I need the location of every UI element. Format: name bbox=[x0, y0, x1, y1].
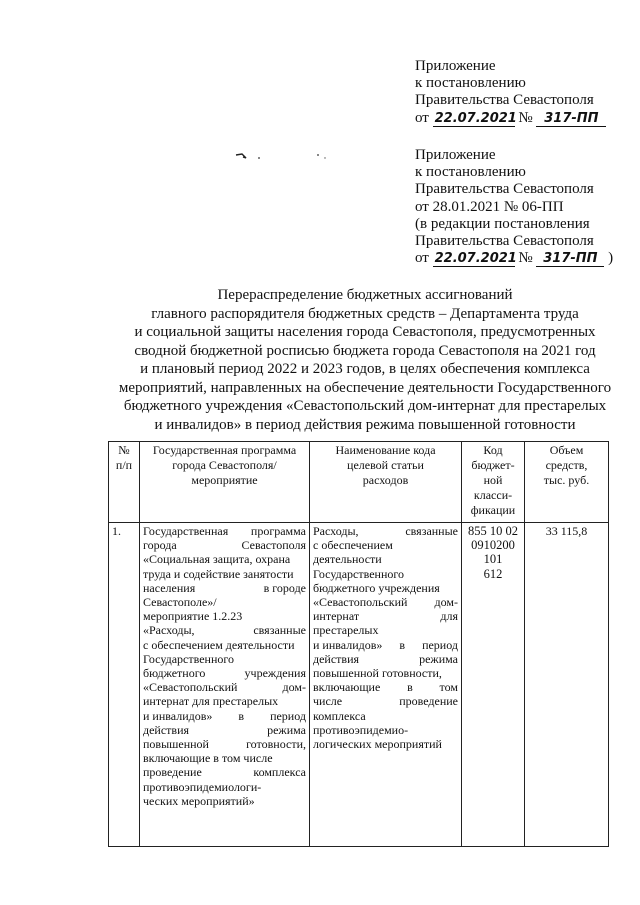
cell-line: класси- bbox=[473, 488, 513, 502]
cell-line bbox=[143, 595, 306, 609]
cell-line bbox=[313, 638, 458, 652]
cell-word: «Расходы, bbox=[143, 623, 195, 638]
handwritten-date: 22.07.2021 bbox=[434, 251, 517, 267]
appendix-line: к постановлению bbox=[415, 164, 526, 181]
cell-word: труда и содействие занятости bbox=[143, 566, 294, 581]
cell-line bbox=[313, 538, 458, 552]
cell-line bbox=[143, 694, 306, 708]
from-label: от bbox=[415, 250, 429, 267]
title-line: мероприятий, направленных на обеспечение деятельности Государственного bbox=[118, 379, 612, 396]
cell-line bbox=[313, 709, 458, 723]
cell-word: «Социальная защита, охрана bbox=[143, 552, 291, 567]
cell-line bbox=[313, 680, 458, 694]
cell-line: Государственная программа bbox=[152, 443, 297, 457]
title-line: и социальной защиты населения города Севастополя, предусмотренных bbox=[134, 324, 596, 340]
cell-line bbox=[143, 666, 306, 680]
cell-word: логических мероприятий bbox=[313, 737, 442, 752]
cell-word: города bbox=[143, 538, 177, 553]
appendix-line: (в редакции постановления bbox=[415, 215, 590, 232]
cell-word: период bbox=[422, 637, 458, 652]
cell-word: деятельности bbox=[313, 552, 382, 567]
cell-word: Севастополя bbox=[241, 538, 306, 553]
cell-line: целевой статьи bbox=[347, 458, 424, 472]
title-line: Перераспределение бюджетных ассигнований bbox=[217, 287, 513, 303]
row-number: 1. bbox=[109, 523, 140, 847]
cell-line bbox=[313, 552, 458, 566]
cell-line: города Севастополя/ bbox=[172, 458, 277, 472]
cell-word: комплекса bbox=[313, 708, 366, 723]
cell-line bbox=[313, 609, 458, 623]
cell-word: мероприятие 1.2.23 bbox=[143, 609, 243, 624]
cell-word: в городе bbox=[263, 580, 306, 595]
appendix-line: Правительства Севастополя bbox=[415, 181, 594, 198]
cell-word: комплекса bbox=[253, 765, 306, 780]
appendix-line: от 28.01.2021 № 06-ПП bbox=[415, 198, 564, 215]
cell-word: интернат bbox=[313, 609, 360, 624]
cell-word: повышенной bbox=[143, 737, 209, 752]
target-article-cell bbox=[310, 523, 462, 847]
cell-line bbox=[313, 666, 458, 680]
budget-code-cell bbox=[462, 523, 525, 847]
cell-line bbox=[143, 723, 306, 737]
cell-word: дом- bbox=[282, 680, 306, 695]
cell-word: в bbox=[407, 680, 413, 695]
scan-specks bbox=[232, 150, 332, 164]
title-line: и плановый период 2022 и 2023 годов, в целях обеспечения комплекса bbox=[140, 361, 590, 377]
number-label: № bbox=[518, 109, 533, 126]
closing-paren: ) bbox=[608, 250, 614, 267]
cell-word: с обеспечением bbox=[313, 538, 393, 553]
handwritten-number: 317-ПП bbox=[536, 112, 606, 127]
cell-word: Государственная bbox=[143, 524, 229, 538]
cell-line: 0910200 bbox=[471, 538, 515, 553]
number-label: № bbox=[518, 250, 533, 267]
cell-word: в bbox=[238, 708, 245, 723]
cell-line bbox=[313, 623, 458, 637]
cell-line: мероприятие bbox=[191, 473, 258, 487]
cell-line: 855 10 02 bbox=[468, 524, 518, 538]
cell-word: том bbox=[439, 680, 458, 695]
cell-line bbox=[143, 765, 306, 779]
cell-word: период bbox=[270, 708, 306, 723]
cell-line bbox=[143, 737, 306, 751]
cell-word: проведение bbox=[143, 765, 202, 780]
cell-line bbox=[143, 567, 306, 581]
cell-word: населения bbox=[143, 580, 196, 595]
cell-word: Государственного bbox=[143, 651, 234, 666]
header-budget-code bbox=[462, 442, 525, 523]
cell-line bbox=[313, 524, 458, 538]
cell-word: бюджетного bbox=[143, 666, 206, 681]
cell-word: проведение bbox=[399, 694, 458, 709]
cell-word: противоэпидемио- bbox=[313, 722, 409, 737]
cell-word: в bbox=[399, 637, 406, 652]
cell-word: режима bbox=[419, 651, 458, 666]
cell-line: расходов bbox=[362, 473, 409, 487]
cell-word: повышенной готовности, bbox=[313, 666, 442, 681]
cell-line bbox=[143, 524, 306, 538]
cell-word: Расходы, bbox=[313, 524, 359, 538]
cell-line bbox=[313, 737, 458, 751]
cell-word: Государственного bbox=[313, 566, 404, 581]
cell-line bbox=[143, 652, 306, 666]
program-cell bbox=[140, 523, 310, 847]
title-line: бюджетного учреждения «Севастопольский дом-интернат для престарелых bbox=[123, 398, 607, 414]
cell-line bbox=[143, 581, 306, 595]
cell-word: «Севастопольский bbox=[143, 680, 238, 695]
appendix-line: Приложение bbox=[415, 147, 496, 163]
cell-line: п/п bbox=[115, 458, 133, 472]
cell-word: дом- bbox=[434, 595, 458, 610]
from-label: от bbox=[415, 109, 429, 126]
cell-word: «Севастопольский bbox=[313, 595, 408, 610]
handwritten-date: 22.07.2021 bbox=[434, 110, 517, 126]
cell-line: тыс. руб. bbox=[543, 473, 590, 487]
title-line: главного распорядителя бюджетных средств – Департамента труда bbox=[151, 305, 579, 322]
cell-line: ной bbox=[483, 473, 503, 487]
appendix-line: Правительства Севастополя bbox=[415, 92, 594, 109]
cell-line bbox=[313, 581, 458, 595]
cell-line: Код bbox=[483, 443, 503, 457]
cell-line: фикации bbox=[470, 503, 516, 517]
cell-word: и инвалидов» bbox=[313, 637, 383, 652]
cell-line bbox=[143, 751, 306, 765]
cell-line bbox=[313, 595, 458, 609]
cell-word: включающие bbox=[313, 680, 381, 695]
table-header-row bbox=[109, 442, 609, 523]
cell-line bbox=[143, 794, 306, 808]
cell-line: Объем bbox=[549, 443, 584, 457]
cell-word: с обеспечением деятельности bbox=[143, 637, 295, 652]
allocation-table bbox=[108, 441, 609, 847]
cell-line bbox=[143, 709, 306, 723]
cell-word: Севастополе»/ bbox=[143, 595, 217, 610]
cell-line bbox=[143, 552, 306, 566]
cell-line bbox=[143, 680, 306, 694]
cell-line: средств, bbox=[545, 458, 588, 472]
cell-line bbox=[143, 638, 306, 652]
header-program bbox=[140, 442, 310, 523]
cell-word: программа bbox=[250, 524, 306, 538]
cell-word: престарелых bbox=[313, 623, 379, 638]
cell-word: числе bbox=[313, 694, 343, 709]
title-line: и инвалидов» в период действия режима повышенной готовности bbox=[154, 416, 576, 433]
header-amount bbox=[525, 442, 609, 523]
cell-line: Наименование кода bbox=[335, 443, 436, 457]
header-number bbox=[109, 442, 140, 523]
cell-word: готовности, bbox=[246, 737, 306, 752]
cell-line bbox=[143, 609, 306, 623]
cell-line: № bbox=[118, 443, 130, 457]
cell-word: действия bbox=[313, 651, 360, 666]
cell-line bbox=[143, 623, 306, 637]
appendix-header-second bbox=[415, 147, 613, 267]
cell-line bbox=[313, 652, 458, 666]
appendix-line: Правительства Севастополя bbox=[415, 233, 594, 250]
cell-line bbox=[143, 538, 306, 552]
cell-line bbox=[313, 694, 458, 708]
cell-word: учреждения bbox=[244, 666, 306, 681]
table-row bbox=[109, 523, 609, 847]
appendix-line: к постановлению bbox=[415, 75, 526, 92]
title-line: сводной бюджетной росписью бюджета города Севастополя на 2021 год bbox=[134, 342, 596, 359]
cell-word: включающие в том числе bbox=[143, 751, 273, 766]
cell-line bbox=[313, 567, 458, 581]
handwritten-number: 317-ПП bbox=[536, 252, 604, 267]
cell-word: бюджетного учреждения bbox=[313, 580, 440, 595]
cell-word: ческих мероприятий» bbox=[143, 793, 255, 808]
cell-word: для bbox=[440, 609, 458, 624]
appendix-header-first bbox=[415, 58, 606, 127]
appendix-line: Приложение bbox=[415, 58, 496, 74]
cell-line: бюджет- bbox=[471, 458, 515, 472]
cell-word: связанные bbox=[253, 623, 306, 638]
amount-cell: 33 115,8 bbox=[525, 523, 609, 847]
cell-word: интернат для престарелых bbox=[143, 694, 279, 709]
header-target-article bbox=[310, 442, 462, 523]
cell-line: 612 bbox=[483, 566, 503, 581]
cell-line bbox=[143, 780, 306, 794]
cell-line: 101 bbox=[483, 552, 503, 567]
cell-word: противоэпидемиологи- bbox=[143, 779, 262, 794]
cell-word: действия bbox=[143, 722, 190, 737]
cell-word: и инвалидов» bbox=[143, 708, 213, 723]
cell-word: режима bbox=[267, 722, 306, 737]
document-title bbox=[95, 286, 635, 434]
cell-line bbox=[313, 723, 458, 737]
cell-word: связанные bbox=[405, 524, 458, 538]
